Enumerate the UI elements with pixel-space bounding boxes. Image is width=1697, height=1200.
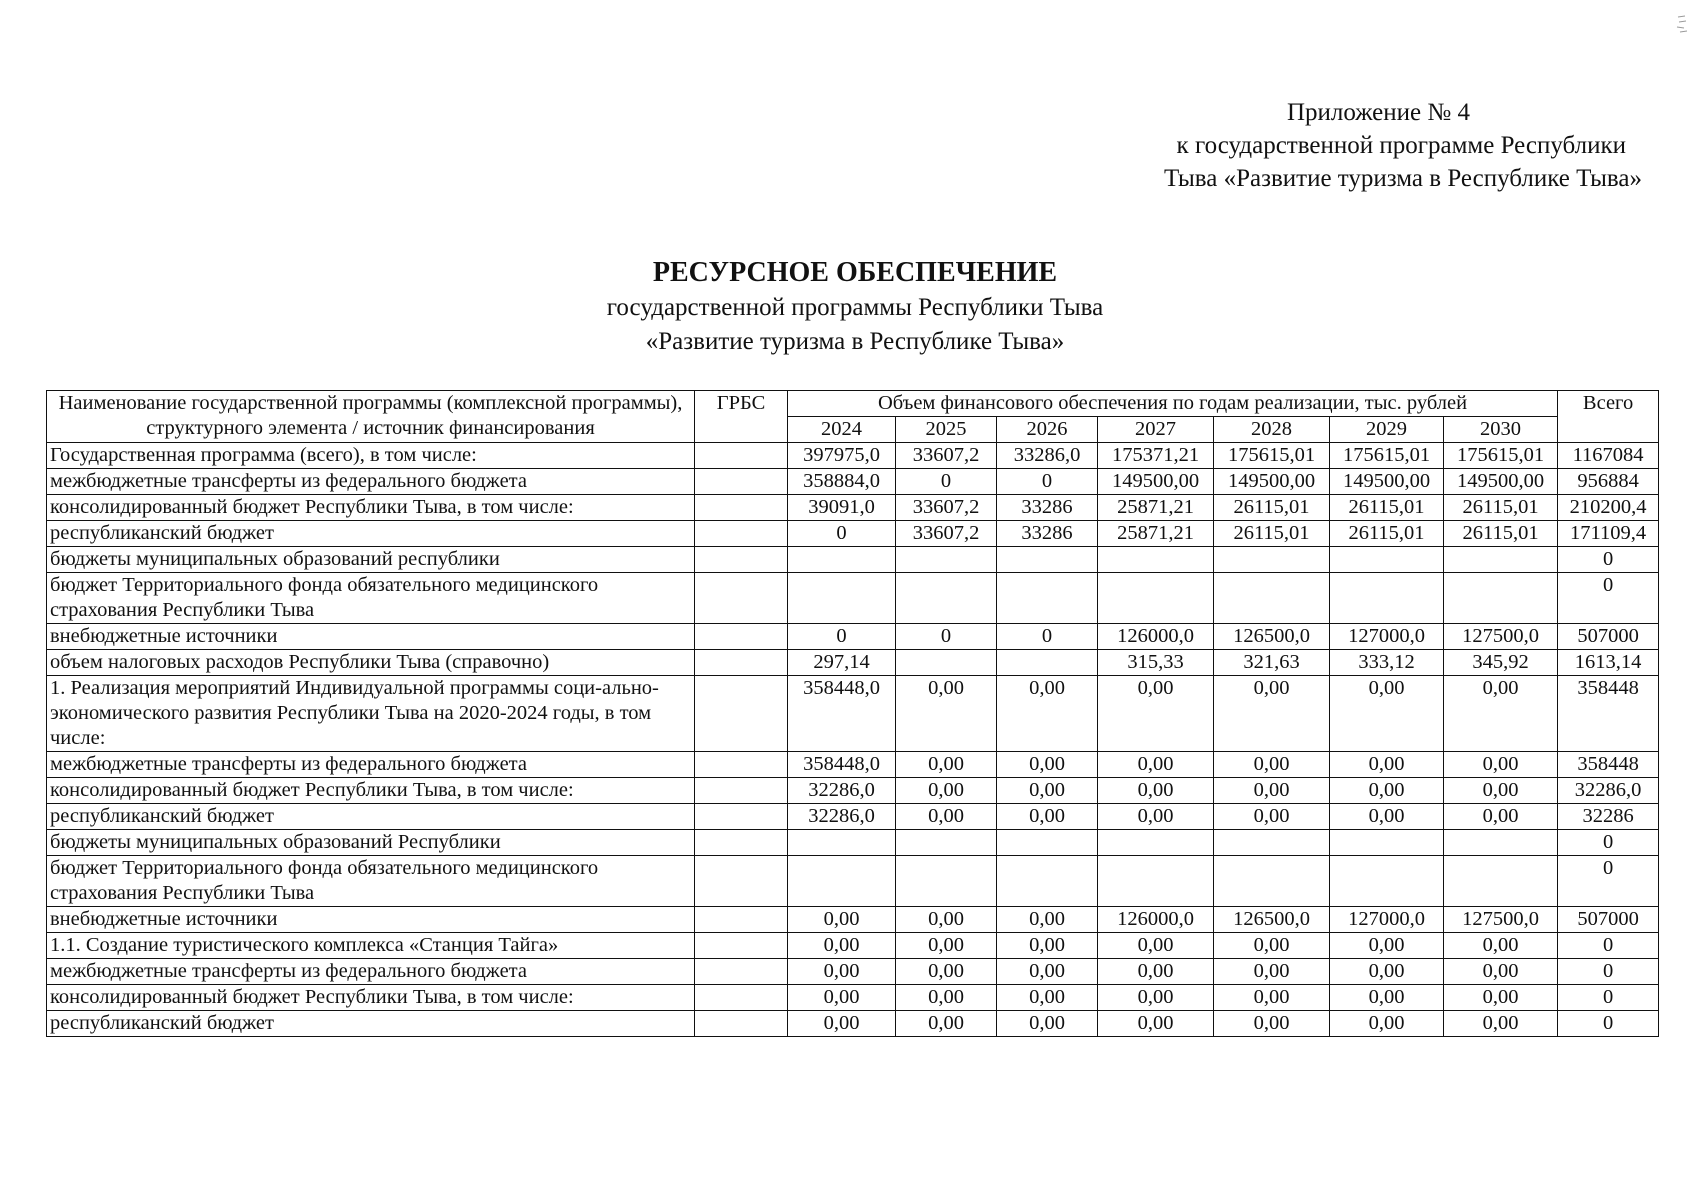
row-value: [1214, 830, 1330, 856]
row-value: 0,00: [788, 1011, 896, 1037]
row-value: [1214, 856, 1330, 907]
row-value: 0,00: [896, 804, 997, 830]
row-value: 0,00: [1330, 985, 1444, 1011]
table-row: [47, 443, 1659, 469]
row-value: 0,00: [1330, 1011, 1444, 1037]
row-value: 0,00: [896, 752, 997, 778]
row-name: бюджеты муниципальных образований Республики: [47, 830, 695, 856]
table-row: [47, 778, 1659, 804]
row-value: [1444, 856, 1558, 907]
header-year: 2025: [896, 417, 997, 443]
row-value: 0,00: [1444, 804, 1558, 830]
row-value: [896, 650, 997, 676]
row-value: 358884,0: [788, 469, 896, 495]
row-value: 33607,2: [896, 443, 997, 469]
row-total: 956884: [1558, 469, 1659, 495]
row-value: 0,00: [1444, 778, 1558, 804]
table-row: [47, 624, 1659, 650]
table-row: [47, 547, 1659, 573]
row-grbs: [695, 495, 788, 521]
row-value: 0,00: [1214, 676, 1330, 752]
row-value: [788, 856, 896, 907]
row-value: 39091,0: [788, 495, 896, 521]
row-value: 0,00: [1330, 778, 1444, 804]
row-name: бюджеты муниципальных образований республики: [47, 547, 695, 573]
row-value: 0,00: [1214, 959, 1330, 985]
row-value: 0,00: [997, 752, 1098, 778]
row-grbs: [695, 752, 788, 778]
row-value: 0,00: [997, 933, 1098, 959]
row-value: 32286,0: [788, 778, 896, 804]
row-total: 507000: [1558, 624, 1659, 650]
table-row: [47, 469, 1659, 495]
row-total: 358448: [1558, 752, 1659, 778]
row-value: 0,00: [1214, 752, 1330, 778]
row-value: 33286: [997, 495, 1098, 521]
row-value: 0,00: [1214, 1011, 1330, 1037]
appendix-line-3: Тыва «Развитие туризма в Республике Тыва»: [1163, 165, 1642, 192]
row-value: 0,00: [788, 933, 896, 959]
row-value: 0,00: [1098, 804, 1214, 830]
row-value: 175615,01: [1214, 443, 1330, 469]
row-grbs: [695, 1011, 788, 1037]
appendix-line-2: к государственной программе Республики: [1176, 132, 1626, 159]
row-value: 0,00: [1214, 778, 1330, 804]
row-value: 0,00: [1098, 985, 1214, 1011]
row-value: 0,00: [997, 804, 1098, 830]
row-value: 0,00: [896, 907, 997, 933]
row-value: 126000,0: [1098, 907, 1214, 933]
row-value: 0,00: [997, 778, 1098, 804]
row-value: 26115,01: [1214, 495, 1330, 521]
row-value: 26115,01: [1444, 495, 1558, 521]
row-value: [1330, 830, 1444, 856]
row-value: [896, 547, 997, 573]
row-total: 1167084: [1558, 443, 1659, 469]
row-name: бюджет Территориального фонда обязательного медицинского страхования Республики Тыва: [47, 856, 695, 907]
row-value: 32286,0: [788, 804, 896, 830]
row-value: 0,00: [1098, 676, 1214, 752]
row-grbs: [695, 650, 788, 676]
row-value: 127500,0: [1444, 624, 1558, 650]
row-name: внебюджетные источники: [47, 907, 695, 933]
row-value: [997, 830, 1098, 856]
row-name: консолидированный бюджет Республики Тыва, в том числе:: [47, 778, 695, 804]
row-value: [788, 830, 896, 856]
row-total: 0: [1558, 959, 1659, 985]
row-grbs: [695, 676, 788, 752]
header-name: Наименование государственной программы (комплексной программы), структурного элемента / источник финансирования: [47, 391, 695, 443]
row-value: 0,00: [1444, 959, 1558, 985]
row-total: 0: [1558, 933, 1659, 959]
title-line-2: государственной программы Республики Тыва: [606, 294, 1104, 321]
row-value: 0,00: [1214, 933, 1330, 959]
table-row: [47, 650, 1659, 676]
row-value: 0,00: [1098, 752, 1214, 778]
table-row: [47, 1011, 1659, 1037]
row-value: 126500,0: [1214, 624, 1330, 650]
row-value: 0,00: [1330, 752, 1444, 778]
row-value: 0,00: [997, 985, 1098, 1011]
header-grbs: ГРБС: [695, 391, 788, 443]
row-value: 333,12: [1330, 650, 1444, 676]
appendix-note: [1164, 96, 1642, 195]
row-name: межбюджетные трансферты из федерального бюджета: [47, 469, 695, 495]
row-value: 0,00: [997, 1011, 1098, 1037]
row-value: 358448,0: [788, 676, 896, 752]
row-value: 0,00: [788, 985, 896, 1011]
row-value: [1444, 573, 1558, 624]
row-value: 0,00: [1444, 676, 1558, 752]
row-value: 0,00: [997, 907, 1098, 933]
row-value: 0,00: [896, 1011, 997, 1037]
table-row: [47, 985, 1659, 1011]
row-value: 0,00: [788, 907, 896, 933]
row-grbs: [695, 624, 788, 650]
table-row: [47, 676, 1659, 752]
table-row: [47, 907, 1659, 933]
row-total: 0: [1558, 573, 1659, 624]
resource-table: [46, 390, 1659, 1037]
row-grbs: [695, 778, 788, 804]
row-grbs: [695, 933, 788, 959]
row-value: [896, 573, 997, 624]
row-name: 1.1. Создание туристического комплекса «Станция Тайга»: [47, 933, 695, 959]
header-total: Всего: [1558, 391, 1659, 443]
row-value: [1098, 547, 1214, 573]
row-value: 127500,0: [1444, 907, 1558, 933]
row-value: 0: [788, 624, 896, 650]
row-value: [997, 856, 1098, 907]
row-value: [1330, 856, 1444, 907]
row-value: 149500,00: [1098, 469, 1214, 495]
row-total: 0: [1558, 830, 1659, 856]
row-name: Государственная программа (всего), в том числе:: [47, 443, 695, 469]
row-value: 0,00: [997, 959, 1098, 985]
row-grbs: [695, 985, 788, 1011]
header-year: 2029: [1330, 417, 1444, 443]
row-value: 175615,01: [1444, 443, 1558, 469]
row-value: 0,00: [896, 959, 997, 985]
row-value: [1098, 856, 1214, 907]
row-value: 0,00: [1098, 778, 1214, 804]
row-name: объем налоговых расходов Республики Тыва (справочно): [47, 650, 695, 676]
row-total: 0: [1558, 1011, 1659, 1037]
row-grbs: [695, 959, 788, 985]
row-value: 0,00: [1444, 933, 1558, 959]
row-value: 175615,01: [1330, 443, 1444, 469]
row-name: межбюджетные трансферты из федерального бюджета: [47, 959, 695, 985]
row-value: 0: [896, 469, 997, 495]
row-value: [1098, 830, 1214, 856]
header-year: 2024: [788, 417, 896, 443]
row-value: 149500,00: [1214, 469, 1330, 495]
row-value: 0,00: [1444, 1011, 1558, 1037]
row-value: 0,00: [896, 778, 997, 804]
document-title: [0, 255, 1697, 359]
row-value: 127000,0: [1330, 907, 1444, 933]
title-line-3: «Развитие туризма в Республике Тыва»: [645, 328, 1065, 355]
row-grbs: [695, 521, 788, 547]
row-value: 26115,01: [1330, 521, 1444, 547]
corner-stamp-mark: [1675, 14, 1689, 36]
row-value: [896, 856, 997, 907]
row-value: 0,00: [1330, 959, 1444, 985]
row-value: [1330, 547, 1444, 573]
row-value: 0,00: [788, 959, 896, 985]
row-name: внебюджетные источники: [47, 624, 695, 650]
row-total: 32286,0: [1558, 778, 1659, 804]
row-value: 0,00: [1330, 804, 1444, 830]
row-value: 25871,21: [1098, 521, 1214, 547]
row-name: республиканский бюджет: [47, 521, 695, 547]
row-name: республиканский бюджет: [47, 1011, 695, 1037]
row-total: 507000: [1558, 907, 1659, 933]
row-value: 126000,0: [1098, 624, 1214, 650]
row-value: [997, 573, 1098, 624]
row-value: 0: [896, 624, 997, 650]
row-total: 0: [1558, 985, 1659, 1011]
row-value: 0,00: [1330, 676, 1444, 752]
table-row: [47, 495, 1659, 521]
row-value: [1214, 547, 1330, 573]
row-value: [997, 650, 1098, 676]
row-value: 0,00: [1098, 933, 1214, 959]
row-value: 0,00: [896, 676, 997, 752]
row-value: 33286,0: [997, 443, 1098, 469]
row-name: 1. Реализация мероприятий Индивидуальной программы соци-ально-экономического развития Республики Тыва на 2020-2024 годы, в том числе:: [47, 676, 695, 752]
row-value: 149500,00: [1330, 469, 1444, 495]
row-value: [1444, 830, 1558, 856]
row-value: 0,00: [1330, 933, 1444, 959]
row-value: 0,00: [1214, 985, 1330, 1011]
row-grbs: [695, 573, 788, 624]
row-value: 25871,21: [1098, 495, 1214, 521]
row-name: республиканский бюджет: [47, 804, 695, 830]
table-row: [47, 856, 1659, 907]
row-grbs: [695, 804, 788, 830]
row-value: [1330, 573, 1444, 624]
table-row: [47, 933, 1659, 959]
row-value: 26115,01: [1444, 521, 1558, 547]
row-value: [997, 547, 1098, 573]
row-grbs: [695, 547, 788, 573]
row-value: 0: [997, 469, 1098, 495]
row-name: межбюджетные трансферты из федерального бюджета: [47, 752, 695, 778]
row-value: 33607,2: [896, 521, 997, 547]
row-grbs: [695, 443, 788, 469]
row-total: 0: [1558, 547, 1659, 573]
row-value: 33607,2: [896, 495, 997, 521]
row-value: 126500,0: [1214, 907, 1330, 933]
row-value: 0,00: [1098, 1011, 1214, 1037]
row-value: 175371,21: [1098, 443, 1214, 469]
header-year: 2028: [1214, 417, 1330, 443]
row-value: 297,14: [788, 650, 896, 676]
table-row: [47, 804, 1659, 830]
row-value: [896, 830, 997, 856]
row-value: 127000,0: [1330, 624, 1444, 650]
header-year: 2030: [1444, 417, 1558, 443]
row-value: [788, 573, 896, 624]
row-value: 0,00: [1098, 959, 1214, 985]
row-value: 0,00: [896, 933, 997, 959]
header-year: 2026: [997, 417, 1098, 443]
row-total: 358448: [1558, 676, 1659, 752]
row-value: 358448,0: [788, 752, 896, 778]
row-grbs: [695, 856, 788, 907]
row-value: 0,00: [1444, 985, 1558, 1011]
table-row: [47, 521, 1659, 547]
row-value: [788, 547, 896, 573]
row-value: 321,63: [1214, 650, 1330, 676]
row-grbs: [695, 830, 788, 856]
table-row: [47, 752, 1659, 778]
row-name: консолидированный бюджет Республики Тыва, в том числе:: [47, 985, 695, 1011]
row-value: 33286: [997, 521, 1098, 547]
row-value: 0,00: [896, 985, 997, 1011]
row-total: 1613,14: [1558, 650, 1659, 676]
row-total: 32286: [1558, 804, 1659, 830]
header-volume: Объем финансового обеспечения по годам реализации, тыс. рублей: [788, 391, 1558, 417]
row-value: 0: [997, 624, 1098, 650]
row-value: 26115,01: [1330, 495, 1444, 521]
row-value: 0: [788, 521, 896, 547]
header-year: 2027: [1098, 417, 1214, 443]
row-value: 0,00: [997, 676, 1098, 752]
row-value: 397975,0: [788, 443, 896, 469]
table-row: [47, 830, 1659, 856]
row-grbs: [695, 907, 788, 933]
row-total: 171109,4: [1558, 521, 1659, 547]
appendix-number: Приложение № 4: [1286, 99, 1470, 126]
title-main: РЕСУРСНОЕ ОБЕСПЕЧЕНИЕ: [652, 257, 1058, 288]
table-row: [47, 573, 1659, 624]
row-grbs: [695, 469, 788, 495]
row-value: 0,00: [1444, 752, 1558, 778]
row-name: бюджет Территориального фонда обязательного медицинского страхования Республики Тыва: [47, 573, 695, 624]
table-row: [47, 959, 1659, 985]
row-value: [1444, 547, 1558, 573]
row-value: 0,00: [1214, 804, 1330, 830]
row-total: 0: [1558, 856, 1659, 907]
row-total: 210200,4: [1558, 495, 1659, 521]
row-value: 345,92: [1444, 650, 1558, 676]
row-value: [1214, 573, 1330, 624]
row-value: 315,33: [1098, 650, 1214, 676]
row-value: [1098, 573, 1214, 624]
row-value: 26115,01: [1214, 521, 1330, 547]
row-value: 149500,00: [1444, 469, 1558, 495]
row-name: консолидированный бюджет Республики Тыва, в том числе:: [47, 495, 695, 521]
